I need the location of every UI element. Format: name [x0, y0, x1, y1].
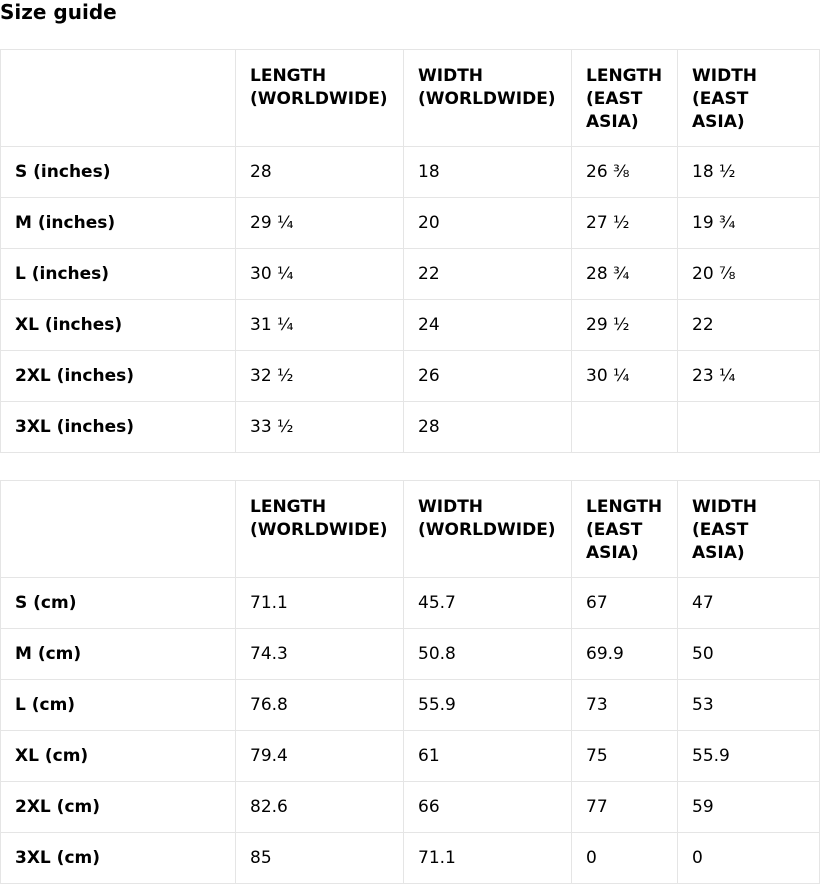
size-table-cm [0, 480, 820, 884]
table-cell: 28 ¾ [572, 249, 678, 300]
table-cell: 23 ¼ [678, 351, 820, 402]
header-line: (WORLDWIDE) [250, 520, 388, 540]
table-cell: 22 [678, 300, 820, 351]
table-cell: 71.1 [236, 578, 404, 629]
row-label: L (inches) [1, 249, 236, 300]
header-line: (WORLDWIDE) [418, 520, 556, 540]
table-cell: 26 [404, 351, 572, 402]
table-row [1, 402, 820, 453]
table-cell: 74.3 [236, 629, 404, 680]
header-line: WIDTH [692, 66, 758, 86]
table-cell: 24 [404, 300, 572, 351]
table-row [1, 351, 820, 402]
header-line: (EAST [586, 89, 643, 109]
table-cell: 53 [678, 680, 820, 731]
table-cell [678, 402, 820, 453]
table-row [1, 198, 820, 249]
row-label: S (cm) [1, 578, 236, 629]
table-cell: 82.6 [236, 782, 404, 833]
header-line: ASIA) [586, 543, 639, 563]
header-line: (EAST [586, 520, 643, 540]
row-label: L (cm) [1, 680, 236, 731]
header-line: LENGTH [586, 66, 663, 86]
table-cell: 77 [572, 782, 678, 833]
table-cell: 61 [404, 731, 572, 782]
table-cell: 33 ½ [236, 402, 404, 453]
table-cell: 45.7 [404, 578, 572, 629]
header-line: (WORLDWIDE) [250, 89, 388, 109]
table-row [1, 629, 820, 680]
table-cell: 55.9 [404, 680, 572, 731]
header-length-worldwide [236, 50, 404, 147]
header-length-east-asia [572, 50, 678, 147]
table-cell: 28 [404, 402, 572, 453]
table-cell: 76.8 [236, 680, 404, 731]
table-row [1, 578, 820, 629]
table-cell: 0 [572, 833, 678, 884]
table-row [1, 249, 820, 300]
table-cell: 18 ½ [678, 147, 820, 198]
table-cell: 50.8 [404, 629, 572, 680]
table-cell: 85 [236, 833, 404, 884]
header-line: ASIA) [692, 112, 745, 132]
table-cell: 50 [678, 629, 820, 680]
header-line: LENGTH [250, 497, 327, 517]
table-cell: 27 ½ [572, 198, 678, 249]
row-label: M (cm) [1, 629, 236, 680]
header-cell-empty [1, 50, 236, 147]
table-cell: 55.9 [678, 731, 820, 782]
table-cell: 18 [404, 147, 572, 198]
table-cell: 0 [678, 833, 820, 884]
table-cell: 59 [678, 782, 820, 833]
table-cell: 71.1 [404, 833, 572, 884]
header-cell-empty [1, 481, 236, 578]
row-label: XL (cm) [1, 731, 236, 782]
table-row [1, 300, 820, 351]
table-row [1, 147, 820, 198]
table-cell: 67 [572, 578, 678, 629]
table-cell: 32 ½ [236, 351, 404, 402]
header-width-worldwide [404, 481, 572, 578]
table-cell: 28 [236, 147, 404, 198]
table-row [1, 833, 820, 884]
table-cell: 66 [404, 782, 572, 833]
header-line: ASIA) [586, 112, 639, 132]
table-header-row [1, 481, 820, 578]
table-row [1, 680, 820, 731]
header-line: WIDTH [418, 497, 484, 517]
table-cell: 22 [404, 249, 572, 300]
table-cell: 75 [572, 731, 678, 782]
header-line: ASIA) [692, 543, 745, 563]
row-label: 2XL (cm) [1, 782, 236, 833]
header-line: (EAST [692, 520, 749, 540]
table-cell: 19 ¾ [678, 198, 820, 249]
table-cell: 79.4 [236, 731, 404, 782]
table-cell: 30 ¼ [236, 249, 404, 300]
table-cell: 31 ¼ [236, 300, 404, 351]
table-cell: 20 ⅞ [678, 249, 820, 300]
header-line: (WORLDWIDE) [418, 89, 556, 109]
header-line: WIDTH [692, 497, 758, 517]
header-line: LENGTH [586, 497, 663, 517]
header-length-east-asia [572, 481, 678, 578]
size-table-inches [0, 49, 820, 453]
row-label: M (inches) [1, 198, 236, 249]
table-cell: 20 [404, 198, 572, 249]
row-label: XL (inches) [1, 300, 236, 351]
header-line: WIDTH [418, 66, 484, 86]
header-width-worldwide [404, 50, 572, 147]
table-cell: 29 ½ [572, 300, 678, 351]
header-width-east-asia [678, 481, 820, 578]
header-line: (EAST [692, 89, 749, 109]
row-label: 3XL (cm) [1, 833, 236, 884]
table-cell: 29 ¼ [236, 198, 404, 249]
row-label: S (inches) [1, 147, 236, 198]
table-cell: 73 [572, 680, 678, 731]
table-cell: 26 ⅜ [572, 147, 678, 198]
table-cell: 30 ¼ [572, 351, 678, 402]
table-cell [572, 402, 678, 453]
header-width-east-asia [678, 50, 820, 147]
header-length-worldwide [236, 481, 404, 578]
table-row [1, 731, 820, 782]
table-cell: 47 [678, 578, 820, 629]
row-label: 2XL (inches) [1, 351, 236, 402]
table-header-row [1, 50, 820, 147]
table-row [1, 782, 820, 833]
row-label: 3XL (inches) [1, 402, 236, 453]
table-cell: 69.9 [572, 629, 678, 680]
header-line: LENGTH [250, 66, 327, 86]
page-title: Size guide [0, 0, 117, 24]
